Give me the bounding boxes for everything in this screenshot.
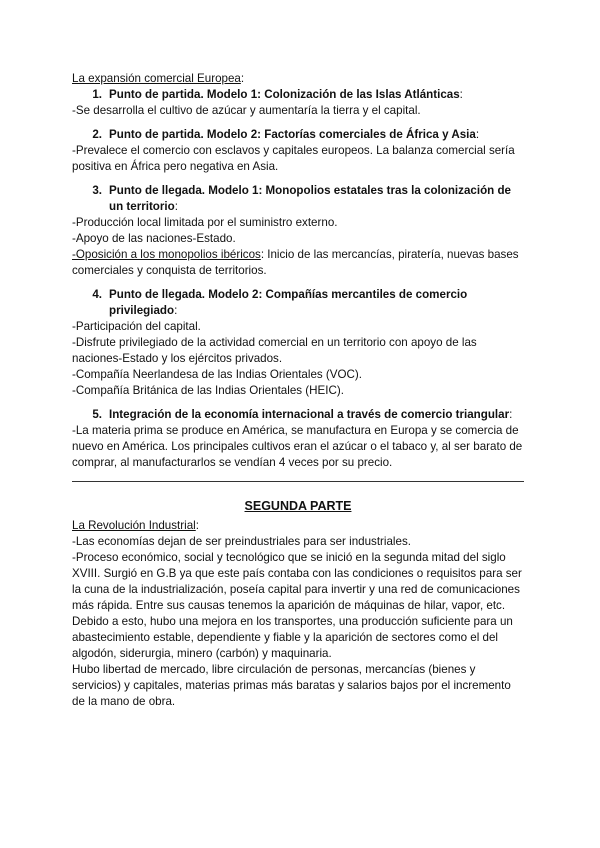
paragraph: -Las economías dejan de ser preindustriales para ser industriales. [72,535,411,548]
bullet-line: -Prevalece el comercio con esclavos y capitales europeos. La balanza comercial sería positiva en África pero negativa en Asia. [72,144,515,173]
section-heading [72,71,524,87]
model-section-3 [72,183,524,279]
model-title [109,287,524,319]
model-title-colon: : [475,128,480,141]
model-title-text: Punto de llegada. Modelo 1: Monopolios estatales tras la colonización de un territorio [109,184,511,213]
list-number: 5. [92,408,102,421]
list-number: 2. [92,128,102,141]
model-heading [78,127,524,143]
model-heading [78,287,524,319]
bullet-line-rest: : Inicio de las mercancías, piratería, nuevas bases comerciales y conquista de territorios. [72,248,519,277]
model-section-5 [72,407,524,471]
paragraph: Hubo libertad de mercado, libre circulación de personas, mercancías (bienes y servicios) y capitales, materias primas más baratas y salarios bajos por el incremento de la mano de obra. [72,663,511,708]
subsection-heading [72,518,524,534]
list-number: 3. [92,184,102,197]
model-heading [78,407,524,423]
model-title-colon: : [174,200,178,213]
model-section-2 [72,127,524,175]
bullet-line: -Se desarrolla el cultivo de azúcar y aumentaría la tierra y el capital. [72,104,421,117]
model-heading [78,183,524,215]
part-title: SEGUNDA PARTE [244,499,352,513]
section-heading-text: La expansión comercial Europea [72,72,241,85]
model-title [109,127,524,143]
model-section-4 [72,287,524,399]
section-heading-colon: : [240,72,245,85]
bullet-line [72,247,524,279]
model-title-text: Punto de partida. Modelo 2: Factorías comerciales de África y Asia [109,128,476,141]
model-title-colon: : [174,304,178,317]
bullet-line: -Participación del capital. [72,320,201,333]
model-title-text: Punto de llegada. Modelo 2: Compañías mercantiles de comercio privilegiado [109,288,468,317]
model-title-colon: : [459,88,463,101]
model-title-colon: : [509,408,513,421]
model-title-text: Punto de partida. Modelo 1: Colonización de las Islas Atlánticas [109,88,460,101]
document-page [72,71,524,710]
list-number: 1. [92,88,102,101]
model-title [109,87,524,103]
model-heading [78,87,524,103]
bullet-line: -Compañía Neerlandesa de las Indias Orientales (VOC). [72,368,362,381]
model-title-text: Integración de la economía internacional a través de comercio triangular [109,408,510,421]
horizontal-divider [72,481,524,482]
paragraph: -Proceso económico, social y tecnológico que se inició en la segunda mitad del siglo XVIII. Surgió en G.B ya que este país contaba con las condiciones o requisitos para ser la cuna de la industrialización, poseía capital para invertir y una red de comunicaciones más rápida. Entre sus causas tenemos la aparición de máquinas de hilar, vapor, etc. Debido a esto, hubo una mejora en los transportes, una producción suficiente para un abastecimiento estable, dependiente y fiable y la aparición de sectores como el del algodón, siderurgia, minero (carbón) y maquinaria. [72,551,522,660]
subsection-heading-colon: : [195,519,199,532]
bullet-line: -Disfrute privilegiado de la actividad comercial en un territorio con apoyo de las naciones-Estado y los ejércitos privados. [72,336,477,365]
bullet-line: -Compañía Británica de las Indias Orientales (HEIC). [72,384,344,397]
list-number: 4. [92,288,102,301]
model-title [109,183,524,215]
underlined-phrase: -Oposición a los monopolios ibéricos [72,248,261,261]
model-section-1 [72,87,524,119]
bullet-line: -Apoyo de las naciones-Estado. [72,232,236,245]
subsection-heading-text: La Revolución Industrial [72,519,196,532]
model-title [109,407,524,423]
bullet-line: -Producción local limitada por el suministro externo. [72,216,338,229]
bullet-line: -La materia prima se produce en América, se manufactura en Europa y se comercia de nuevo en América. Los principales cultivos eran el azúcar o el tabaco y, al ser barato de comprar, al manufacturarlos se vendían 4 veces por su precio. [72,424,523,469]
